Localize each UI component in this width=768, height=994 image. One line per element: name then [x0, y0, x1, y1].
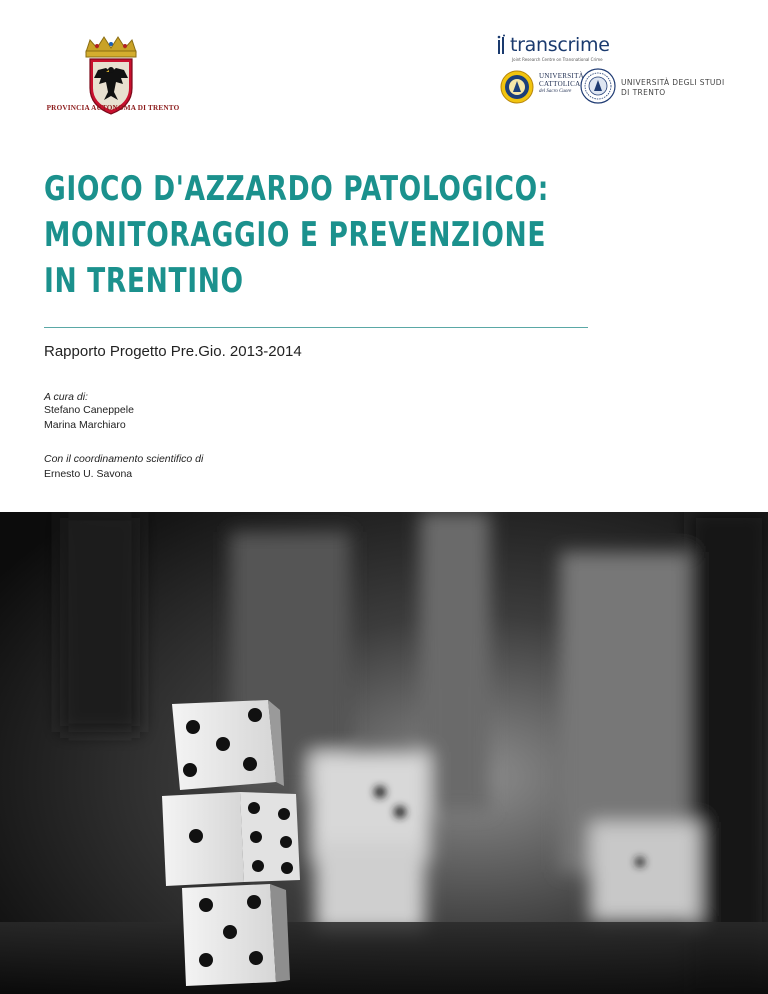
coordinator-name: Ernesto U. Savona: [44, 468, 133, 480]
unitn-seal-icon: [580, 68, 616, 104]
die-bottom: [182, 884, 290, 986]
author-name: Stefano Caneppele: [44, 404, 134, 416]
unitn-line-2: DI TRENTO: [621, 88, 666, 97]
ucsc-line-1: UNIVERSITÀ: [539, 72, 584, 80]
unitn-line-1: UNIVERSITÀ DEGLI STUDI: [621, 78, 725, 87]
crown-icon: [86, 37, 136, 57]
ucsc-seal-icon: [500, 70, 534, 104]
transcrime-mark-icon: [498, 35, 505, 55]
title-line-1: GIOCO D'AZZARDO PATOLOGICO:: [44, 169, 549, 209]
ucsc-line-2: CATTOLICA: [539, 79, 581, 88]
die-middle: [162, 792, 300, 886]
report-subtitle: Rapporto Progetto Pre.Gio. 2013-2014: [44, 343, 302, 360]
province-name: PROVINCIA AUTONOMA DI TRENTO: [46, 104, 180, 112]
title-divider: [44, 327, 588, 328]
ucsc-name: [539, 73, 585, 96]
ucsc-line-3: del Sacro Cuore: [539, 89, 572, 94]
cover-photo-dice: [0, 512, 768, 994]
die-top: [172, 700, 284, 790]
title-line-3: IN TRENTINO: [44, 261, 244, 301]
title-line-2: MONITORAGGIO E PREVENZIONE: [44, 215, 547, 255]
document-title: [44, 166, 574, 304]
transcrime-subtitle: Joint Research Centre on Transnational Crime: [512, 57, 603, 62]
coordination-label: Con il coordinamento scientifico di: [44, 453, 204, 465]
curated-by-label: A cura di:: [44, 391, 88, 403]
transcrime-name: transcrime: [510, 34, 610, 56]
unitn-name: [621, 78, 725, 98]
author-name: Marina Marchiaro: [44, 419, 126, 431]
